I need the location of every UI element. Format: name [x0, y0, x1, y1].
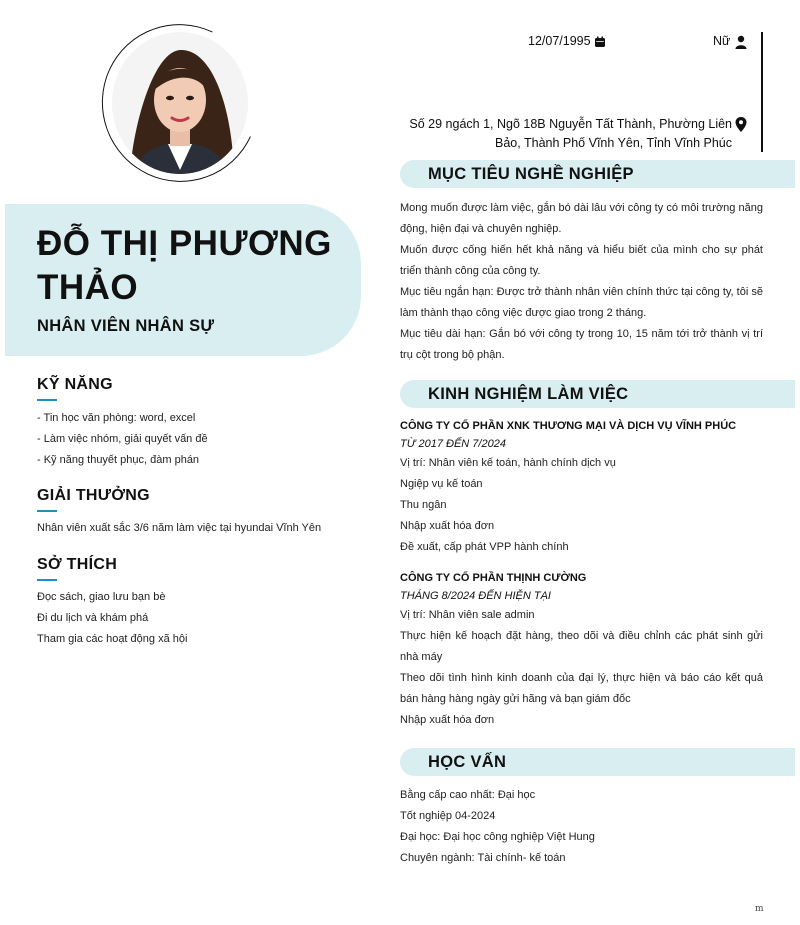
experience-job-2 — [400, 569, 763, 731]
list-item: Nhân viên xuất sắc 3/6 năm làm việc tại hyundai Vĩnh Yên — [37, 522, 322, 534]
experience-header — [400, 380, 795, 408]
list-item: - Kỹ năng thuyết phục, đàm phán — [37, 454, 200, 466]
company-name: CÔNG TY CỔ PHẦN THỊNH CƯỜNG — [400, 572, 587, 584]
list-item: Đi du lịch và khám phá — [37, 612, 149, 624]
job-line: Nhập xuất hóa đơn — [400, 520, 495, 532]
job-line: Vị trí: Nhân viên sale admin — [400, 609, 535, 621]
portrait-photo — [112, 32, 248, 174]
skills-title: KỸ NĂNG — [37, 376, 113, 393]
experience-title: KINH NGHIỆM LÀM VIỆC — [428, 385, 629, 403]
list-item: Tham gia các hoạt động xã hội — [37, 633, 188, 645]
hobbies-title: SỞ THÍCH — [37, 556, 118, 573]
experience-job-1 — [400, 417, 763, 558]
job-line: Vị trí: Nhân viên kế toán, hành chính dịch vụ — [400, 457, 616, 469]
paragraph: Muốn được cống hiến hết khả năng và hiểu biết của mình cho sự phát triển thành công của công ty. — [400, 244, 763, 277]
education-title: HỌC VẤN — [428, 753, 507, 771]
gender — [713, 34, 748, 49]
education-text — [400, 785, 763, 869]
job-title: NHÂN VIÊN NHÂN SỰ — [37, 317, 215, 335]
gender-text: Nữ — [713, 34, 731, 48]
objective-header — [400, 160, 795, 188]
address — [396, 115, 732, 153]
job-line: Thực hiện kế hoạch đặt hàng, theo dõi và điều chỉnh các phát sinh gửi nhà máy — [400, 630, 763, 663]
calendar-icon — [594, 36, 606, 48]
location-pin-icon — [735, 117, 747, 132]
header-divider — [761, 32, 763, 152]
job-line: Ngiệp vụ kế toán — [400, 478, 483, 490]
education-line: Tốt nghiệp 04-2024 — [400, 810, 496, 822]
paragraph: Mục tiêu ngắn hạn: Được trở thành nhân viên chính thức tại công ty, tôi sẽ làm thành thạo công việc được giao trong 2 tháng. — [400, 286, 763, 319]
objective-title: MỤC TIÊU NGHỀ NGHIỆP — [428, 165, 634, 183]
list-item: - Tin học văn phòng: word, excel — [37, 412, 196, 424]
list-item: Đọc sách, giao lưu bạn bè — [37, 591, 166, 603]
footer-mark: m — [755, 904, 764, 914]
education-header — [400, 748, 795, 776]
hobbies-list — [37, 587, 187, 650]
education-line: Đại học: Đại học công nghiệp Việt Hung — [400, 831, 595, 843]
company-name: CÔNG TY CỔ PHẦN XNK THƯƠNG MẠI VÀ DỊCH VỤ VĨNH PHÚC — [400, 420, 737, 432]
avatar — [112, 32, 248, 174]
education-line: Chuyên ngành: Tài chính- kế toán — [400, 852, 566, 864]
list-item: - Làm việc nhóm, giải quyết vấn đề — [37, 433, 208, 445]
skills-underline — [37, 399, 57, 401]
education-line: Bằng cấp cao nhất: Đại học — [400, 789, 536, 801]
dob-text: 12/07/1995 — [528, 34, 591, 48]
job-period: THÁNG 8/2024 ĐẾN HIỆN TẠI — [400, 590, 551, 602]
paragraph: Mục tiêu dài hạn: Gắn bó với công ty trong 10, 15 năm tới trở thành vị trí trụ cột trong bộ phận. — [400, 328, 763, 361]
job-line: Nhập xuất hóa đơn — [400, 714, 495, 726]
awards-list — [37, 518, 321, 539]
date-of-birth — [528, 34, 606, 48]
job-line: Thu ngân — [400, 499, 447, 511]
objective-text — [400, 198, 763, 366]
address-text: Số 29 ngách 1, Ngõ 18B Nguyễn Tất Thành, Phường Liên Bảo, Thành Phố Vĩnh Yên, Tỉnh Vĩnh Phúc — [409, 117, 732, 150]
paragraph: Mong muốn được làm việc, gắn bó dài lâu với công ty có môi trường năng động, hiện đại và chuyên nghiệp. — [400, 202, 763, 235]
job-line: Theo dõi tình hình kinh doanh của đại lý, thực hiện và báo cáo kết quả bán hàng hàng ngày gửi hãng và bạn giám đốc — [400, 672, 763, 705]
skills-list — [37, 408, 208, 471]
awards-underline — [37, 510, 57, 512]
job-period: TỪ 2017 ĐẾN 7/2024 — [400, 438, 506, 450]
full-name: ĐỖ THỊ PHƯƠNG THẢO — [37, 224, 332, 307]
hobbies-underline — [37, 579, 57, 581]
job-line: Đề xuất, cấp phát VPP hành chính — [400, 541, 569, 553]
awards-title: GIẢI THƯỞNG — [37, 487, 150, 504]
person-icon — [734, 35, 748, 49]
